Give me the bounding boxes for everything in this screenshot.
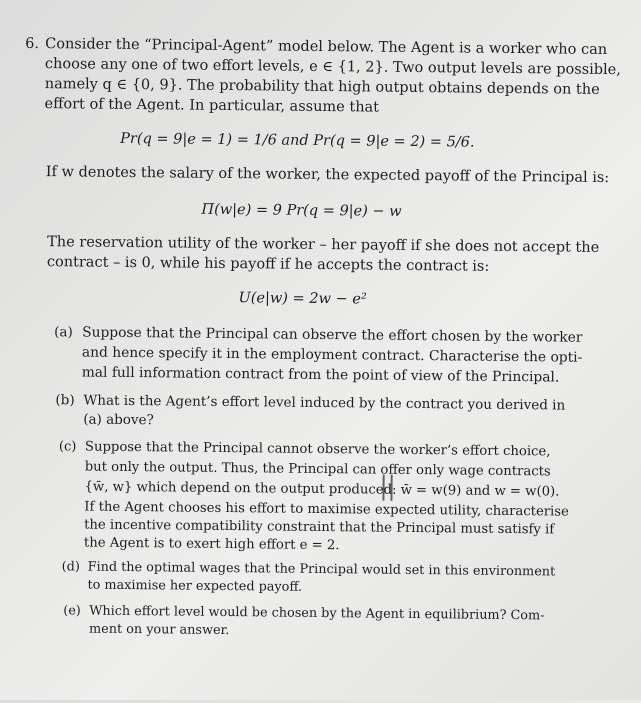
part-c-line-4: If the Agent chooses his effort to maximise expected utility, characterise bbox=[84, 499, 569, 520]
reservation-line-2: contract – is 0, while his payoff if he accepts the contract is: bbox=[46, 254, 490, 275]
reservation-line-1: The reservation utility of the worker – her payoff if she does not accept the bbox=[47, 234, 600, 256]
problem-number: 6. bbox=[25, 35, 40, 53]
text-cursor-icon bbox=[382, 475, 392, 501]
part-a-line-1: Suppose that the Principal can observe the effort chosen by the worker bbox=[82, 324, 583, 346]
intro-line-4: effort of the Agent. In particular, assume that bbox=[44, 96, 380, 116]
part-e-line-2: ment on your answer. bbox=[88, 621, 230, 639]
part-d-label: (d) bbox=[61, 559, 80, 575]
part-b-line-2: (a) above? bbox=[83, 411, 154, 429]
equation-agent-utility: U(e|w) = 2w − e² bbox=[238, 290, 367, 308]
part-a-label: (a) bbox=[54, 324, 73, 341]
part-a-line-2: and hence specify it in the employment contract. Characterise the opti- bbox=[81, 344, 583, 366]
part-c-line-1: Suppose that the Principal cannot observe the worker’s effort choice, bbox=[84, 439, 551, 460]
intro-line-2: choose any one of two effort levels, e ∈ {1, 2}. Two output levels are possible, bbox=[44, 56, 621, 79]
part-e-label: (e) bbox=[63, 603, 81, 619]
part-b-label: (b) bbox=[55, 392, 75, 409]
part-c-line-2: but only the output. Thus, the Principal can offer only wage contracts bbox=[84, 459, 551, 480]
wage-text: If w denotes the salary of the worker, the expected payoff of the Principal is: bbox=[45, 164, 610, 187]
part-e-line-1: Which effort level would be chosen by the Agent in equilibrium? Com- bbox=[89, 603, 545, 624]
part-c-line-6: the Agent is to exert high effort e = 2. bbox=[83, 535, 340, 554]
part-b-line-1: What is the Agent’s effort level induced by the contract you derived in bbox=[83, 392, 566, 414]
part-a-line-3: mal full information contract from the point of view of the Principal. bbox=[81, 364, 560, 386]
equation-principal-payoff: Π(w|e) = 9 Pr(q = 9|e) − w bbox=[201, 201, 402, 220]
equation-probability: Pr(q = 9|e = 1) = 1/6 and Pr(q = 9|e = 2) = 5/6. bbox=[120, 130, 475, 151]
intro-line-1: Consider the “Principal-Agent” model below. The Agent is a worker who can bbox=[45, 36, 608, 58]
intro-line-3: namely q ∈ {0, 9}. The probability that high output obtains depends on the bbox=[44, 76, 600, 98]
part-c-line-5: the incentive compatibility constraint that the Principal must satisfy if bbox=[84, 517, 555, 538]
part-d-line-2: to maximise her expected payoff. bbox=[87, 577, 303, 595]
part-d-line-1: Find the optimal wages that the Principal would set in this environment bbox=[87, 559, 556, 580]
part-c-line-3: {w̄, w} which depend on the output produced: w̄ = w(9) and w = w(0). bbox=[84, 479, 560, 500]
part-c-label: (c) bbox=[58, 439, 77, 455]
